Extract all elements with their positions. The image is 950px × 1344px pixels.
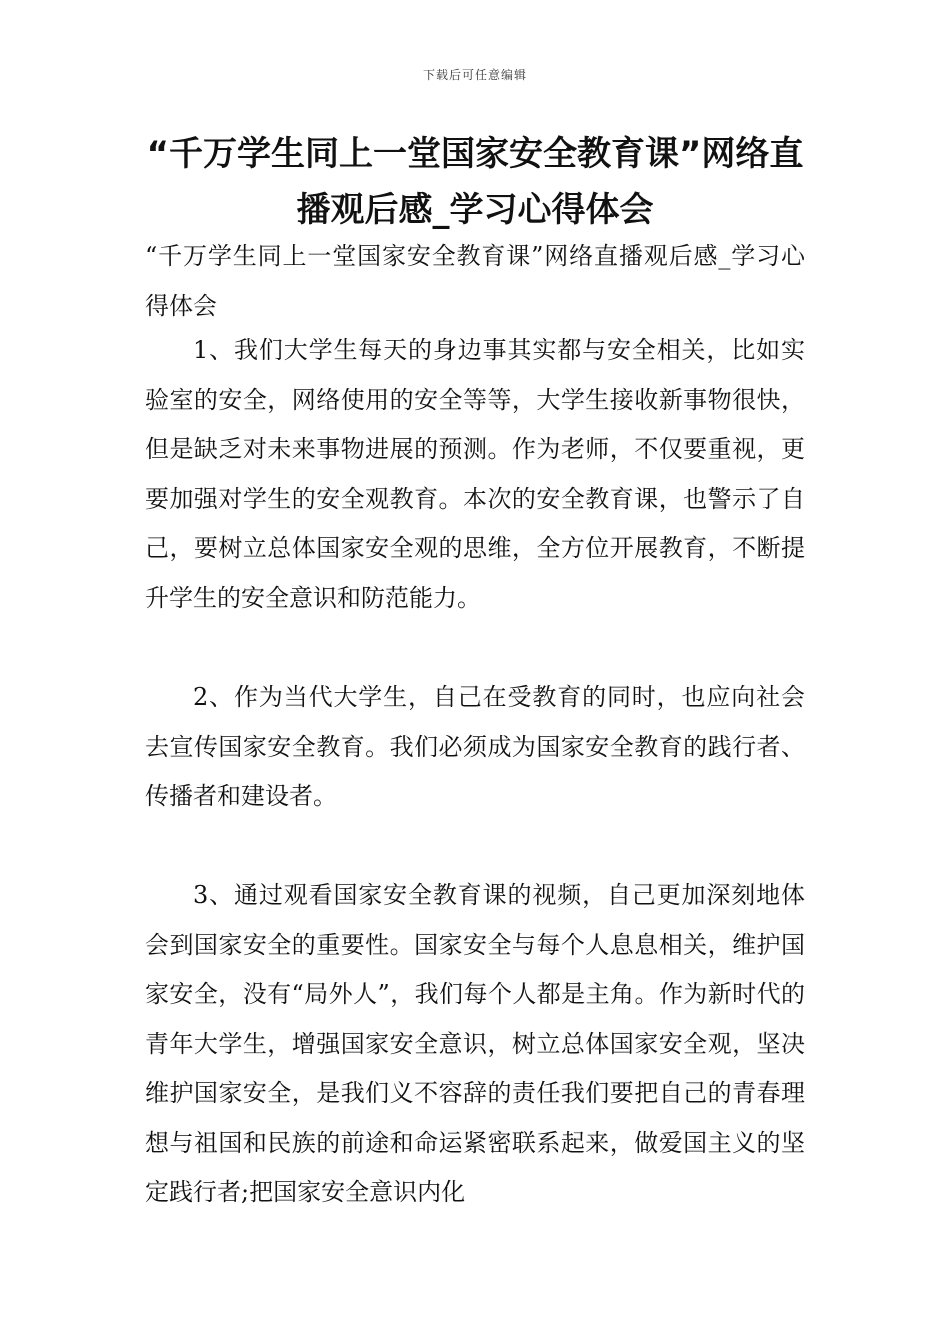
document-title: “千万学生同上一堂国家安全教育课”网络直播观后感_学习心得体会 — [146, 134, 804, 230]
paragraph-1: 1、我们大学生每天的身边事其实都与安全相关，比如实验室的安全，网络使用的安全等等，大学生接收新事物很快，但是缺乏对未来事物进展的预测。作为老师，不仅要重视，更要加强对学生的安全观教育。本次的安全教育课，也警示了自己，要树立总体国家安全观的思维，全方位开展教育，不断提升学生的安全意识和防范能力。 — [145, 336, 805, 612]
paragraph-3: 3、通过观看国家安全教育课的视频，自己更加深刻地体会到国家安全的重要性。国家安全与每个人息息相关，维护国家安全，没有“局外人”，我们每个人都是主角。作为新时代的青年大学生，增强国家安全意识，树立总体国家安全观，坚决维护国家安全，是我们义不容辞的责任我们要把自己的青春理想与祖国和民族的前途和命运紧密联系起来，做爱国主义的坚定践行者;把国家安全意识内化 — [145, 881, 805, 1206]
header-note: 下载后可任意编辑 — [422, 68, 527, 82]
paragraph-2: 2、作为当代大学生，自己在受教育的同时，也应向社会去宣传国家安全教育。我们必须成为国家安全教育的践行者、传播者和建设者。 — [145, 683, 805, 810]
document-subtitle: “千万学生同上一堂国家安全教育课”网络直播观后感_学习心得体会 — [145, 242, 805, 320]
